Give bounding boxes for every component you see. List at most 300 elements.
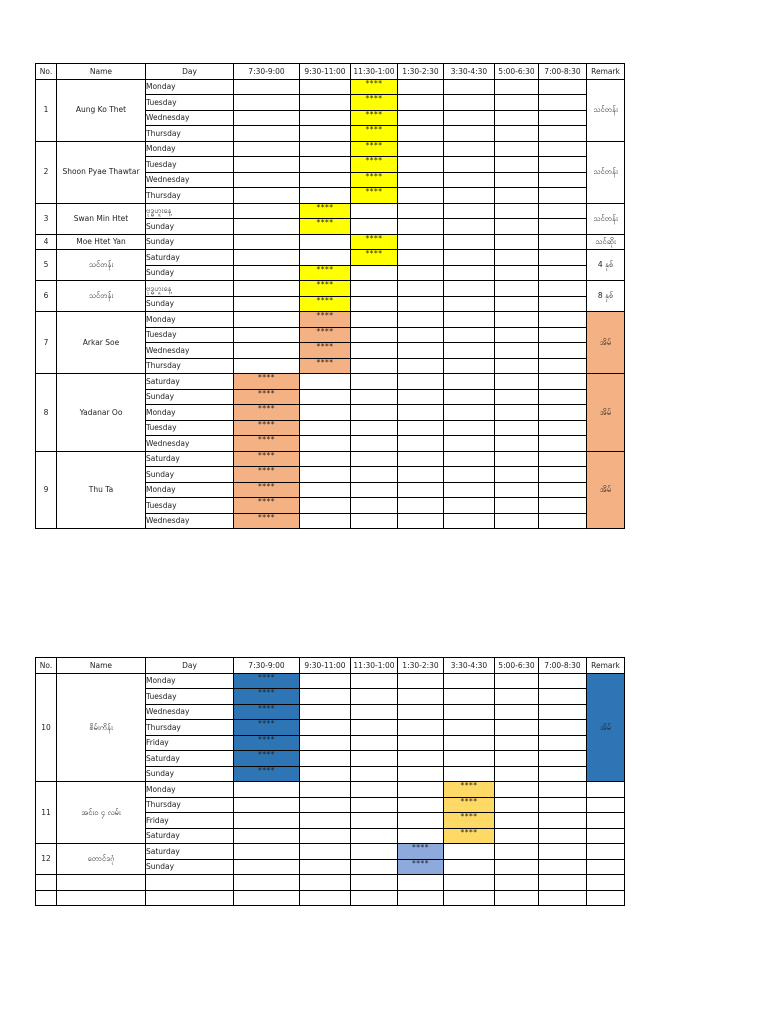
empty-slot (398, 296, 444, 312)
empty-slot (300, 859, 351, 875)
day-cell: Saturday (146, 751, 234, 767)
empty-slot (539, 157, 587, 173)
empty-slot (234, 141, 300, 157)
day-cell: Monday (146, 405, 234, 421)
empty-slot (300, 735, 351, 751)
remark-cell: သင်ဆိုး (587, 234, 625, 250)
empty-slot (398, 673, 444, 689)
empty-slot (444, 296, 495, 312)
empty-slot (495, 513, 539, 529)
empty-slot (398, 172, 444, 188)
day-cell: Friday (146, 735, 234, 751)
row-number: 3 (36, 203, 57, 234)
column-header: Remark (587, 658, 625, 674)
empty-slot (495, 689, 539, 705)
empty-slot (495, 451, 539, 467)
booked-slot: **** (234, 374, 300, 390)
column-header: 11:30-1:00 (351, 64, 398, 80)
empty-slot (539, 704, 587, 720)
empty-slot (234, 782, 300, 798)
day-cell: Monday (146, 782, 234, 798)
empty-slot (444, 157, 495, 173)
column-header: 9:30-11:00 (300, 64, 351, 80)
remark-cell (587, 813, 625, 829)
person-name: အင်းဝ ၄ လမ်း (57, 782, 146, 844)
empty-slot (234, 95, 300, 111)
empty-slot (444, 751, 495, 767)
empty-slot (539, 875, 587, 891)
schedule-row (36, 782, 625, 798)
empty-slot (351, 358, 398, 374)
booked-slot: **** (351, 234, 398, 250)
empty-slot (444, 436, 495, 452)
empty-slot (351, 513, 398, 529)
empty-slot (444, 343, 495, 359)
empty-slot (351, 751, 398, 767)
empty-slot (351, 482, 398, 498)
empty-slot (300, 720, 351, 736)
column-header: 3:30-4:30 (444, 658, 495, 674)
booked-slot: **** (234, 673, 300, 689)
empty-slot (444, 203, 495, 219)
empty-slot (398, 828, 444, 844)
row-number: 5 (36, 250, 57, 281)
empty-slot (444, 875, 495, 891)
empty-slot (444, 312, 495, 328)
empty-slot (444, 281, 495, 297)
day-cell: Sunday (146, 859, 234, 875)
empty-slot (234, 157, 300, 173)
empty-slot (234, 358, 300, 374)
schedule-row (36, 250, 625, 266)
booked-slot: **** (300, 281, 351, 297)
empty-slot (351, 875, 398, 891)
empty-slot (398, 689, 444, 705)
empty-slot (539, 126, 587, 142)
person-name (57, 875, 146, 891)
empty-slot (398, 751, 444, 767)
day-cell: Wednesday (146, 704, 234, 720)
empty-slot (234, 312, 300, 328)
empty-slot (495, 751, 539, 767)
empty-slot (234, 296, 300, 312)
empty-slot (300, 188, 351, 204)
empty-slot (351, 405, 398, 421)
empty-slot (300, 420, 351, 436)
empty-slot (234, 875, 300, 891)
empty-slot (351, 782, 398, 798)
empty-slot (444, 766, 495, 782)
booked-slot: **** (300, 265, 351, 281)
day-cell: Wednesday (146, 110, 234, 126)
empty-slot (351, 374, 398, 390)
empty-slot (539, 95, 587, 111)
empty-slot (398, 79, 444, 95)
empty-slot (300, 766, 351, 782)
day-cell: Sunday (146, 296, 234, 312)
column-header: 7:00-8:30 (539, 658, 587, 674)
empty-slot (495, 482, 539, 498)
column-header: 7:00-8:30 (539, 64, 587, 80)
day-cell: Monday (146, 312, 234, 328)
person-name: တောင်ဒဂုံ (57, 844, 146, 875)
empty-slot (539, 110, 587, 126)
empty-slot (351, 844, 398, 860)
day-cell: Wednesday (146, 513, 234, 529)
empty-slot (539, 751, 587, 767)
remark-cell (587, 859, 625, 875)
empty-slot (398, 358, 444, 374)
empty-slot (495, 343, 539, 359)
day-cell: Tuesday (146, 498, 234, 514)
empty-slot (444, 126, 495, 142)
empty-slot (495, 735, 539, 751)
empty-slot (444, 265, 495, 281)
empty-slot (300, 782, 351, 798)
empty-slot (444, 405, 495, 421)
empty-slot (398, 126, 444, 142)
empty-slot (398, 110, 444, 126)
person-name: Moe Htet Yan (57, 234, 146, 250)
empty-slot (444, 141, 495, 157)
column-header: Day (146, 658, 234, 674)
booked-slot: **** (300, 327, 351, 343)
schedule-row (36, 673, 625, 689)
empty-slot (351, 203, 398, 219)
row-number: 9 (36, 451, 57, 529)
day-cell (146, 875, 234, 891)
empty-slot (398, 141, 444, 157)
empty-slot (495, 782, 539, 798)
empty-slot (539, 673, 587, 689)
empty-slot (495, 813, 539, 829)
empty-slot (539, 219, 587, 235)
schedule-row (36, 451, 625, 467)
empty-slot (300, 875, 351, 891)
person-name: Aung Ko Thet (57, 79, 146, 141)
row-number (36, 890, 57, 906)
empty-slot (398, 482, 444, 498)
empty-slot (300, 689, 351, 705)
remark-cell: သင်တန်း (587, 203, 625, 234)
empty-slot (539, 844, 587, 860)
person-name: သင်တန်း (57, 250, 146, 281)
empty-slot (300, 126, 351, 142)
empty-slot (351, 312, 398, 328)
empty-slot (234, 828, 300, 844)
empty-slot (444, 704, 495, 720)
column-header: 5:00-6:30 (495, 64, 539, 80)
empty-slot (300, 813, 351, 829)
empty-slot (398, 95, 444, 111)
empty-slot (300, 79, 351, 95)
empty-slot (300, 890, 351, 906)
person-name: စိမ်းကိန်း (57, 673, 146, 782)
empty-slot (234, 890, 300, 906)
column-header: Remark (587, 64, 625, 80)
empty-slot (539, 265, 587, 281)
empty-slot (300, 673, 351, 689)
empty-slot (444, 890, 495, 906)
empty-slot (444, 327, 495, 343)
column-header: 7:30-9:00 (234, 658, 300, 674)
day-cell: Tuesday (146, 689, 234, 705)
empty-slot (539, 234, 587, 250)
empty-slot (398, 219, 444, 235)
row-number: 8 (36, 374, 57, 452)
empty-slot (300, 250, 351, 266)
empty-slot (398, 250, 444, 266)
booked-slot: **** (444, 797, 495, 813)
empty-slot (539, 467, 587, 483)
empty-slot (495, 188, 539, 204)
row-number: 12 (36, 844, 57, 875)
booked-slot: **** (351, 157, 398, 173)
empty-slot (539, 79, 587, 95)
booked-slot: **** (234, 405, 300, 421)
empty-slot (300, 844, 351, 860)
empty-slot (234, 172, 300, 188)
day-cell: Monday (146, 141, 234, 157)
empty-slot (495, 720, 539, 736)
empty-slot (495, 281, 539, 297)
empty-slot (300, 436, 351, 452)
empty-slot (351, 797, 398, 813)
column-header: No. (36, 64, 57, 80)
schedule-row (36, 234, 625, 250)
empty-slot (495, 203, 539, 219)
empty-slot (539, 797, 587, 813)
empty-slot (539, 420, 587, 436)
empty-slot (398, 451, 444, 467)
day-cell: Thursday (146, 358, 234, 374)
empty-slot (539, 389, 587, 405)
empty-slot (300, 797, 351, 813)
booked-slot: **** (234, 482, 300, 498)
empty-slot (398, 797, 444, 813)
column-header: 9:30-11:00 (300, 658, 351, 674)
day-cell: Wednesday (146, 172, 234, 188)
empty-slot (234, 797, 300, 813)
empty-slot (398, 498, 444, 514)
remark-cell (587, 828, 625, 844)
remark-cell: အိမ် (587, 374, 625, 452)
empty-slot (444, 673, 495, 689)
day-cell: ဗုဒ္ဓဟူးနေ့ (146, 281, 234, 297)
empty-slot (234, 859, 300, 875)
booked-slot: **** (444, 828, 495, 844)
column-header: 1:30-2:30 (398, 64, 444, 80)
empty-slot (300, 234, 351, 250)
empty-slot (444, 513, 495, 529)
day-cell: Sunday (146, 219, 234, 235)
booked-slot: **** (234, 389, 300, 405)
empty-slot (495, 327, 539, 343)
empty-slot (539, 343, 587, 359)
booked-slot: **** (234, 766, 300, 782)
empty-slot (234, 327, 300, 343)
schedule-table-1 (35, 63, 625, 529)
day-cell: Sunday (146, 265, 234, 281)
empty-slot (539, 374, 587, 390)
empty-slot (351, 828, 398, 844)
empty-slot (300, 95, 351, 111)
empty-slot (351, 704, 398, 720)
day-cell: Tuesday (146, 157, 234, 173)
empty-slot (444, 374, 495, 390)
empty-slot (300, 513, 351, 529)
day-cell: Saturday (146, 250, 234, 266)
day-cell: Wednesday (146, 343, 234, 359)
booked-slot: **** (234, 751, 300, 767)
empty-slot (444, 188, 495, 204)
empty-slot (300, 451, 351, 467)
schedule-row (36, 281, 625, 297)
empty-slot (495, 250, 539, 266)
empty-slot (444, 720, 495, 736)
booked-slot: **** (234, 498, 300, 514)
person-name (57, 890, 146, 906)
booked-slot: **** (234, 513, 300, 529)
empty-slot (234, 343, 300, 359)
day-cell: Monday (146, 79, 234, 95)
empty-slot (351, 281, 398, 297)
empty-slot (351, 436, 398, 452)
booked-slot: **** (351, 188, 398, 204)
empty-slot (444, 219, 495, 235)
empty-slot (495, 141, 539, 157)
empty-slot (398, 420, 444, 436)
empty-slot (234, 219, 300, 235)
empty-slot (539, 859, 587, 875)
empty-slot (539, 720, 587, 736)
empty-slot (398, 782, 444, 798)
day-cell: Sunday (146, 467, 234, 483)
empty-slot (398, 188, 444, 204)
empty-slot (351, 219, 398, 235)
booked-slot: **** (300, 219, 351, 235)
header-row (36, 64, 625, 80)
empty-slot (495, 420, 539, 436)
day-cell: Saturday (146, 374, 234, 390)
remark-cell (587, 875, 625, 891)
empty-slot (300, 751, 351, 767)
person-name: Thu Ta (57, 451, 146, 529)
empty-slot (398, 436, 444, 452)
empty-slot (539, 498, 587, 514)
empty-slot (444, 689, 495, 705)
empty-slot (539, 890, 587, 906)
schedule-row (36, 312, 625, 328)
empty-slot (539, 250, 587, 266)
empty-slot (539, 172, 587, 188)
booked-slot: **** (351, 95, 398, 111)
remark-cell (587, 890, 625, 906)
empty-slot (351, 689, 398, 705)
day-cell: Tuesday (146, 327, 234, 343)
row-number (36, 875, 57, 891)
empty-slot (444, 95, 495, 111)
column-header: 1:30-2:30 (398, 658, 444, 674)
empty-slot (495, 157, 539, 173)
remark-cell: သင်တန်း (587, 141, 625, 203)
empty-slot (351, 890, 398, 906)
empty-slot (398, 389, 444, 405)
empty-slot (539, 451, 587, 467)
empty-slot (300, 157, 351, 173)
person-name: Arkar Soe (57, 312, 146, 374)
empty-slot (234, 203, 300, 219)
empty-slot (444, 79, 495, 95)
header-row (36, 658, 625, 674)
empty-slot (444, 358, 495, 374)
empty-slot (398, 467, 444, 483)
empty-slot (444, 172, 495, 188)
empty-slot (351, 720, 398, 736)
empty-slot (398, 157, 444, 173)
booked-slot: **** (444, 782, 495, 798)
empty-slot (444, 234, 495, 250)
empty-slot (495, 219, 539, 235)
empty-slot (398, 265, 444, 281)
day-cell: Tuesday (146, 95, 234, 111)
empty-slot (495, 358, 539, 374)
empty-slot (444, 420, 495, 436)
empty-slot (398, 704, 444, 720)
booked-slot: **** (234, 735, 300, 751)
empty-slot (300, 389, 351, 405)
day-cell: Friday (146, 813, 234, 829)
empty-slot (300, 482, 351, 498)
person-name: Swan Min Htet (57, 203, 146, 234)
day-cell: Saturday (146, 828, 234, 844)
booked-slot: **** (234, 420, 300, 436)
schedule-row (36, 890, 625, 906)
empty-slot (444, 859, 495, 875)
remark-cell (587, 782, 625, 798)
empty-slot (398, 813, 444, 829)
column-header: No. (36, 658, 57, 674)
empty-slot (351, 735, 398, 751)
booked-slot: **** (300, 343, 351, 359)
booked-slot: **** (234, 467, 300, 483)
empty-slot (539, 141, 587, 157)
empty-slot (495, 704, 539, 720)
empty-slot (539, 327, 587, 343)
column-header: Name (57, 64, 146, 80)
day-cell (146, 890, 234, 906)
empty-slot (495, 859, 539, 875)
day-cell: Thursday (146, 797, 234, 813)
person-name: သင်တန်း (57, 281, 146, 312)
empty-slot (539, 813, 587, 829)
day-cell: Wednesday (146, 436, 234, 452)
empty-slot (495, 172, 539, 188)
booked-slot: **** (351, 79, 398, 95)
empty-slot (495, 875, 539, 891)
empty-slot (351, 389, 398, 405)
day-cell: Monday (146, 482, 234, 498)
empty-slot (234, 188, 300, 204)
booked-slot: **** (234, 704, 300, 720)
empty-slot (351, 343, 398, 359)
empty-slot (495, 234, 539, 250)
day-cell: Monday (146, 673, 234, 689)
day-cell: Thursday (146, 188, 234, 204)
empty-slot (234, 126, 300, 142)
empty-slot (495, 405, 539, 421)
empty-slot (539, 766, 587, 782)
